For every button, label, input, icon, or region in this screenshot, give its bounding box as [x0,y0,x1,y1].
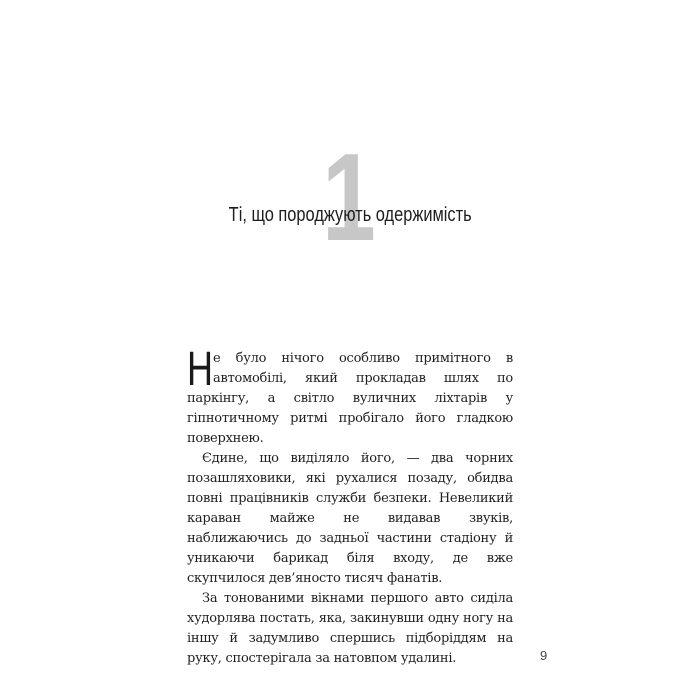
paragraph-2: Єдине, що виділяло його, — два чорних позашляховики, які рухалися позаду, обидва повні працівників служби безпеки. Невеликий караван майже не видавав звуків, наближаючись до задньої частини стадіону й уникаючи барикад біля входу, де вже скупчилося дев’яносто тисяч фанатів. [187,451,513,586]
paragraph-1-text: е було нічого особливо примітного в автомобілі, який прокладав шлях по паркінгу, а світло вуличних ліхтарів у гіпнотичному ритмі пробігало його гладкою поверхнею. [187,351,513,446]
paragraph-3: За тонованими вікнами першого авто сиділа худорлява постать, яка, закинувши одну ногу на іншу й задумливо спершись підборіддям на руку, спостерігала за натовпом удалині. [187,591,513,666]
body-text [187,343,513,669]
page-number: 9 [540,648,548,663]
chapter-title [0,201,700,229]
paragraph-1 [187,343,513,449]
drop-cap: Н [187,343,213,396]
chapter-number: 1 [322,129,376,267]
chapter-title-text: Ті, що породжують одержимість [228,204,472,226]
